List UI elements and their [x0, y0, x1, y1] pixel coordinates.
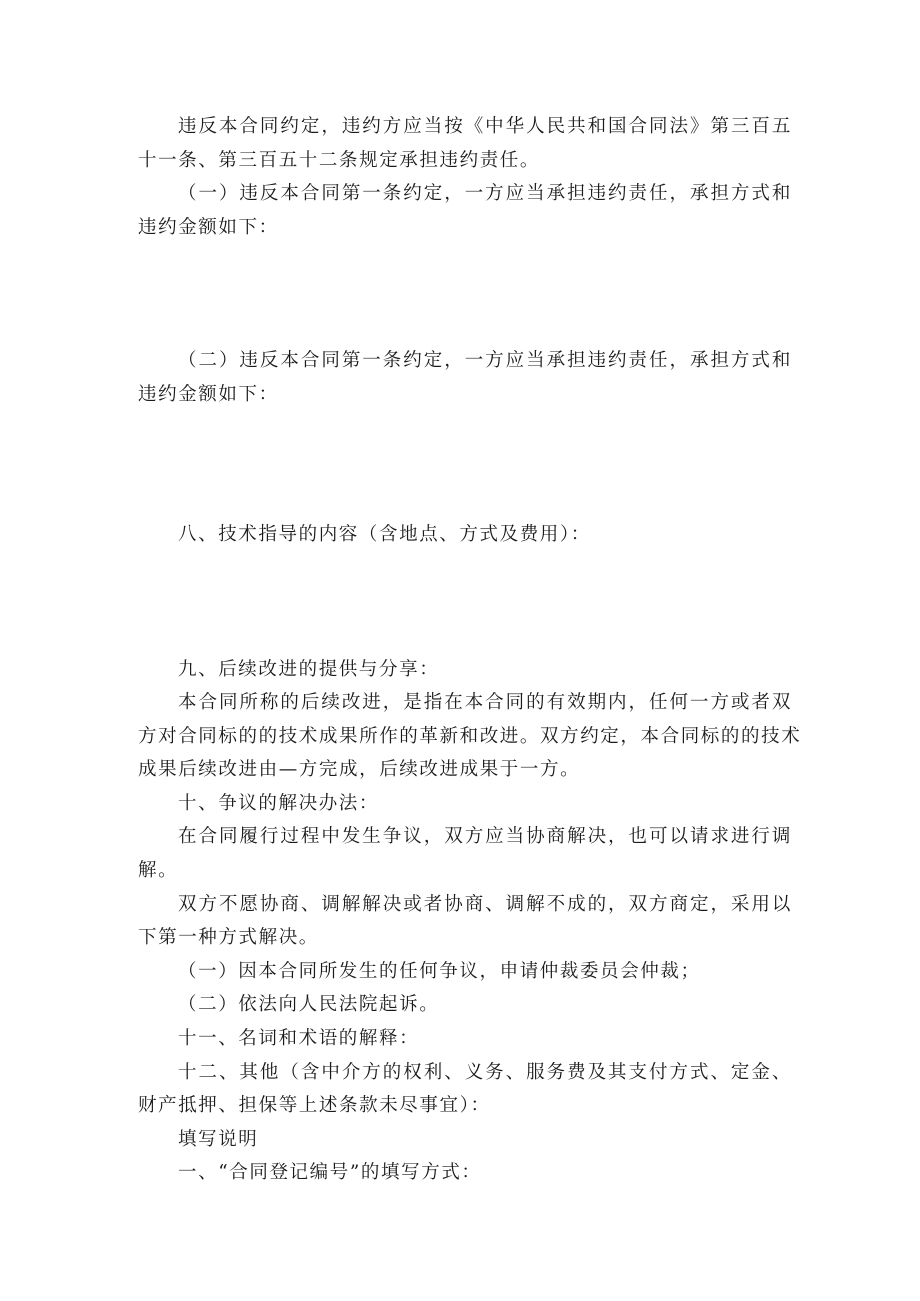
paragraph-line: 违约金额如下： — [138, 384, 279, 405]
paragraph-line: （一）因本合同所发生的任何争议，申请仲裁委员会仲裁； — [178, 961, 701, 982]
paragraph-line: 违反本合同约定，违约方应当按《中华人民共和国合同法》第三百五 — [178, 116, 792, 137]
paragraph-line: 成果后续改进由—方完成，后续改进成果于一方。 — [138, 759, 581, 780]
paragraph-line: 下第一种方式解决。 — [138, 927, 319, 948]
paragraph-line: 双方不愿协商、调解解决或者协商、调解不成的，双方商定，采用以 — [178, 894, 792, 915]
paragraph-line: 违约金额如下： — [138, 217, 279, 238]
section-heading: 十、争议的解决办法： — [178, 793, 380, 814]
paragraph-line: 财产抵押、担保等上述条款未尽事宜）： — [138, 1095, 491, 1116]
paragraph-line: （二）依法向人民法院起诉。 — [178, 994, 440, 1015]
section-heading: 一、“合同登记编号”的填写方式： — [178, 1162, 482, 1183]
section-heading: 十二、其他（含中介方的权利、义务、服务费及其支付方式、定金、 — [178, 1062, 792, 1083]
section-heading: 填写说明 — [178, 1129, 259, 1150]
paragraph-line: 十一条、第三百五十二条规定承担违约责任。 — [138, 150, 541, 171]
paragraph-line: 方对合同标的的技术成果所作的革新和改进。双方约定，本合同标的的技术 — [138, 726, 802, 747]
paragraph-line: 在合同履行过程中发生争议，双方应当协商解决，也可以请求进行调 — [178, 826, 792, 847]
paragraph-line: （一）违反本合同第一条约定，一方应当承担违约责任，承担方式和 — [178, 183, 792, 204]
section-heading: 八、技术指导的内容（含地点、方式及费用）： — [178, 524, 591, 545]
paragraph-line: 本合同所称的后续改进，是指在本合同的有效期内，任何一方或者双 — [178, 692, 792, 713]
section-heading: 十一、名词和术语的解释： — [178, 1028, 420, 1049]
paragraph-line: （二）违反本合同第一条约定，一方应当承担违约责任，承担方式和 — [178, 350, 792, 371]
paragraph-line: 解。 — [138, 860, 179, 881]
section-heading: 九、后续改进的提供与分享： — [178, 659, 440, 680]
